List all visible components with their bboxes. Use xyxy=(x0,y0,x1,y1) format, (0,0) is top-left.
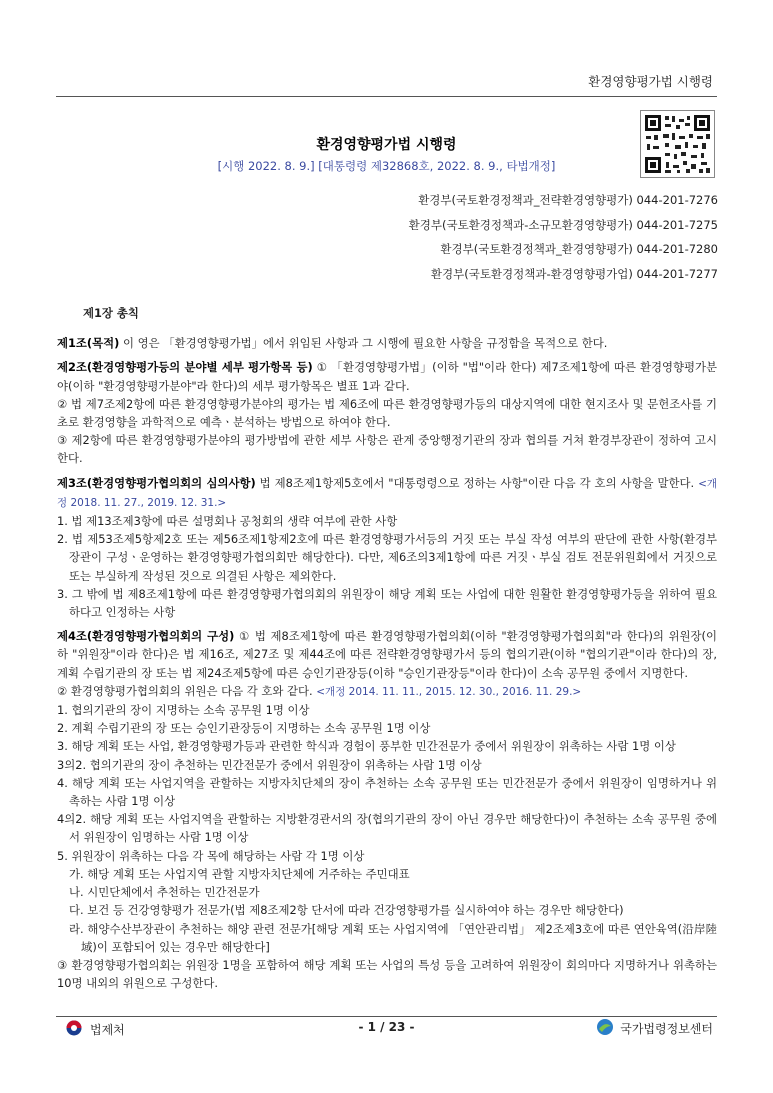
list-item: 3의2. 협의기관의 장이 추천하는 민간전문가 중에서 위원장이 위촉하는 사람 1명 이상 xyxy=(57,757,482,772)
page-title: 환경영향평가법 시행령 xyxy=(316,137,457,153)
list-item: 1. 법 제13조제3항에 따른 설명회나 공청회의 생략 여부에 관한 사항 xyxy=(57,514,398,529)
paragraph-3: ③ 환경영향평가협의회는 위원장 1명을 포함하여 해당 계획 또는 사업의 특성 등을 고려하여 위원장이 회의마다 지명하거나 위촉하는 10명 내외의 위원으로 구성한다. xyxy=(57,957,717,991)
article-heading: 제1조(목적) xyxy=(57,336,120,351)
law-body xyxy=(57,304,717,992)
footer-source xyxy=(596,1018,713,1039)
article-heading: 제3조(환경영향평가협의회의 심의사항) xyxy=(57,475,256,490)
footer-publisher-name: 법제처 xyxy=(90,1023,125,1037)
header-divider xyxy=(56,96,717,97)
sub-list-item: 가. 해당 계획 또는 사업지역 관할 지방자치단체에 거주하는 주민대표 xyxy=(69,866,410,881)
paragraph-1: ① 「환경영향평가법」(이하 "법"이라 한다) 제7조제1항에 따른 환경영향평가분야(이하 "환경영향평가분야"라 한다)의 세부 평가항목은 별표 1과 같다. xyxy=(57,360,717,393)
article-text: 이 영은 「환경영향평가법」에서 위임된 사항과 그 시행에 필요한 사항을 규정함을 목적으로 한다. xyxy=(119,336,608,351)
list-item: 4. 해당 계획 또는 사업지역을 관할하는 지방자치단체의 장이 추천하는 소속 공무원 또는 민간전문가 중에서 위원장이 임명하거나 위촉하는 사람 1명 이상 xyxy=(57,775,717,809)
paragraph-1: ① 법 제8조제1항에 따른 환경영향평가협의회(이하 "환경영향평가협의회"라 한다)의 위원장(이하 "위원장"이라 한다)은 법 제16조, 제27조 및 제44조에 따른 전략환경영향평가서 등의 협의기관(이하 "협의기관"이라 한다)의 장, 계획 수립기관의 장 또는 법 제24조제5항에 따른 승인기관장등(이하 "승인기관장등"이라 한다)이 소속 공무원 중에서 지명한다. xyxy=(57,629,717,680)
article-2 xyxy=(57,358,717,467)
list-item: 2. 계획 수립기관의 장 또는 승인기관장등이 지명하는 소속 공무원 1명 이상 xyxy=(57,721,431,736)
sub-list-item: 나. 시민단체에서 추천하는 민간전문가 xyxy=(69,885,260,900)
page-number: - 1 / 23 - xyxy=(358,1020,415,1034)
footer-divider xyxy=(56,1016,717,1017)
contact-line: 환경부(국토환경정책과-환경영향평가업) 044-201-7277 xyxy=(430,266,718,281)
footer-source-name: 국가법령정보센터 xyxy=(620,1022,713,1036)
paragraph-3: ③ 제2항에 따른 환경영향평가분야의 평가방법에 관한 세부 사항은 관계 중앙행정기관의 장과 협의를 거쳐 환경부장관이 정하여 고시한다. xyxy=(57,433,717,466)
paragraph-2: ② 법 제7조제2항에 따른 환경영향평가분야의 평가는 법 제6조에 따른 환경영향평가등의 대상지역에 대한 현지조사 및 문헌조사를 기초로 환경영향을 과학적으로 예측ㆍ분석하는 방법으로 하여야 한다. xyxy=(57,396,717,430)
article-1 xyxy=(57,334,717,352)
contact-line: 환경부(국토환경정책과_환경영향평가) 044-201-7280 xyxy=(440,242,718,256)
list-item: 1. 협의기관의 장이 지명하는 소속 공무원 1명 이상 xyxy=(57,703,310,718)
list-item: 3. 해당 계획 또는 사업, 환경영향평가등과 관련한 학식과 경험이 풍부한 민간전문가 중에서 위원장이 위촉하는 사람 1명 이상 xyxy=(57,739,676,754)
sub-list-item: 라. 해양수산부장관이 추천하는 해양 관련 전문가[해당 계획 또는 사업지역에 「연안관리법」 제2조제3호에 따른 연안육역(沿岸陸域)이 포함되어 있는 경우만 해당한다] xyxy=(69,921,717,954)
article-heading: 제4조(환경영향평가협의회의 구성) xyxy=(57,629,235,644)
list-item: 3. 그 밖에 법 제8조제1항에 따른 환경영향평가협의회의 위원장이 해당 계획 또는 사업에 대한 원활한 환경영향평가등을 위하여 필요하다고 인정하는 사항 xyxy=(57,586,717,620)
amendment-note: <개정 2014. 11. 11., 2015. 12. 30., 2016. 11. 29.> xyxy=(316,685,582,698)
contact-line: 환경부(국토환경정책과_전략환경영향평가) 044-201-7276 xyxy=(418,193,718,207)
list-item: 5. 위원장이 위촉하는 다음 각 목에 해당하는 사람 각 1명 이상 xyxy=(57,848,365,863)
article-4 xyxy=(57,627,717,992)
contact-line: 환경부(국토환경정책과-소규모환경영향평가) 044-201-7275 xyxy=(408,217,718,232)
law-info-center-logo-icon xyxy=(596,1018,614,1039)
article-intro: 법 제8조제1항제5호에서 "대통령령으로 정하는 사항"이란 다음 각 호의 사항을 말한다. xyxy=(255,475,699,490)
running-header: 환경영향평가법 시행령 xyxy=(588,74,713,89)
article-heading: 제2조(환경영향평가등의 분야별 세부 평가항목 등) xyxy=(57,360,313,375)
chapter-heading: 제1장 총칙 xyxy=(83,306,139,320)
amendment-note: <개정 2018. 11. 27., 2019. 12. 31.> xyxy=(57,477,718,509)
enactment-info: [시행 2022. 8. 9.] [대통령령 제32868호, 2022. 8. 9., 타법개정] xyxy=(217,159,556,173)
list-item: 2. 법 제53조제5항제2호 또는 제56조제1항제2호에 따른 환경영향평가서등의 거짓 또는 부실 작성 여부의 판단에 관한 사항(환경부장관이 구성ㆍ운영하는 환경영향평가협의회만 해당한다). 다만, 제6조의3제1항에 따른 거짓ㆍ부실 검토 전문위원회에서 거짓으로 또는 부실하게 작성된 것으로 의결된 사항은 제외한다. xyxy=(57,532,717,583)
article-3 xyxy=(57,474,717,622)
list-item: 4의2. 해당 계획 또는 사업지역을 관할하는 지방환경관서의 장(협의기관의 장이 아닌 경우만 해당한다)이 추천하는 소속 공무원 중에서 위원장이 임명하는 사람 1명 이상 xyxy=(57,812,717,845)
sub-list-item: 다. 보건 등 건강영향평가 전문가(법 제8조제2항 단서에 따라 건강영향평가를 실시하여야 하는 경우만 해당한다) xyxy=(69,903,624,918)
paragraph-2: ② 환경영향평가협의회의 위원은 다음 각 호와 같다. xyxy=(57,683,317,698)
contact-list xyxy=(409,190,718,288)
